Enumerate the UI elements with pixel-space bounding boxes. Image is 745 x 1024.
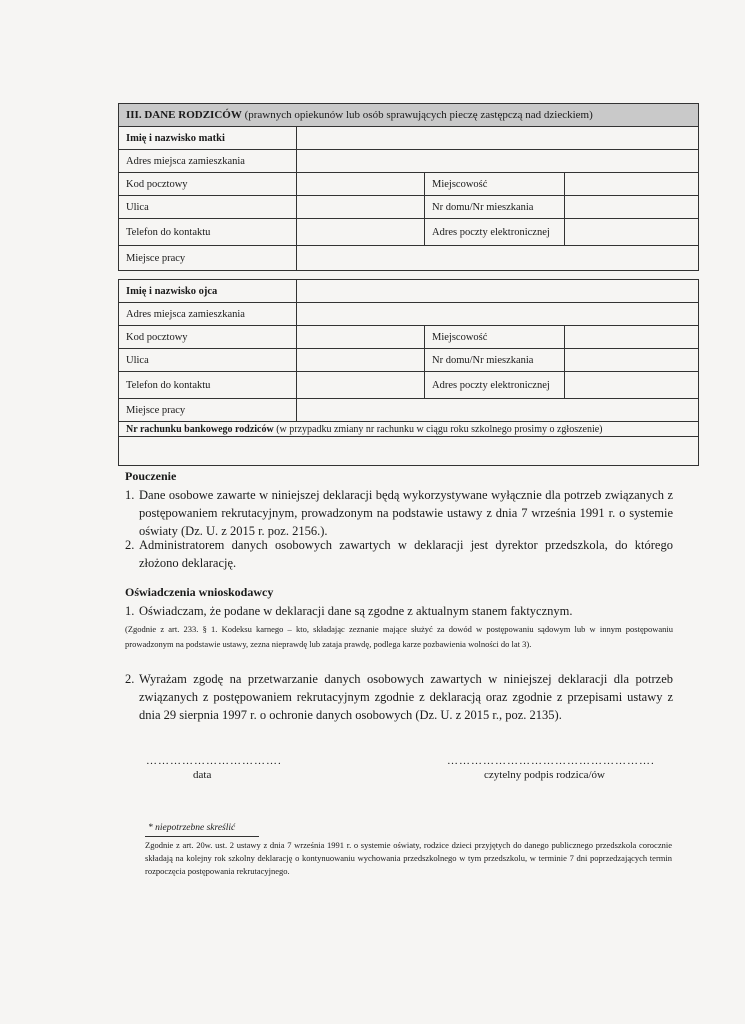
father-street-label: Ulica — [119, 349, 297, 372]
father-house-label: Nr domu/Nr mieszkania — [425, 349, 565, 372]
father-work-label: Miejsce pracy — [119, 399, 297, 422]
father-postal-label: Kod pocztowy — [119, 326, 297, 349]
father-phone-label: Telefon do kontaktu — [119, 372, 297, 399]
mother-street-field[interactable] — [297, 196, 425, 219]
father-house-field[interactable] — [565, 349, 699, 372]
father-table — [118, 279, 699, 466]
signature-label: czytelny podpis rodzica/ów — [484, 769, 605, 781]
footnote-text: Zgodnie z art. 20w. ust. 2 ustawy z dnia 7 września 1991 r. o systemie oświaty, rodzice dzieci przyjętych do danego publicznego przedszkola corocznie składają na kolejny rok szkolny deklarację o kontynuowaniu wychowania przedszkolnego w tym przedszkolu, w terminie 7 dni poprzedzających termin rozpoczęcia postępowania rekrutacyjnego. — [145, 840, 672, 876]
mother-table — [118, 103, 699, 271]
mother-house-field[interactable] — [565, 196, 699, 219]
pouczenie-title: Pouczenie — [125, 469, 177, 483]
mother-street-label: Ulica — [119, 196, 297, 219]
mother-phone-field[interactable] — [297, 219, 425, 246]
footnote-divider — [145, 836, 259, 837]
mother-address-label: Adres miejsca zamieszkania — [119, 150, 297, 173]
mother-address-field[interactable] — [297, 150, 699, 173]
mother-email-label: Adres poczty elektronicznej — [425, 219, 565, 246]
mother-work-field[interactable] — [297, 246, 699, 271]
father-postal-field[interactable] — [297, 326, 425, 349]
mother-phone-label: Telefon do kontaktu — [119, 219, 297, 246]
pouczenie-item-2: 2. Administratorem danych osobowych zawartych w deklaracji jest dyrektor przedszkola, do którego złożono deklarację. — [125, 538, 673, 570]
date-line: ……………………………. — [146, 755, 282, 767]
father-city-label: Miejscowość — [425, 326, 565, 349]
father-name-label: Imię i nazwisko ojca — [119, 280, 297, 303]
pouczenie-item-1: 1. Dane osobowe zawarte w niniejszej deklaracji będą wykorzystywane wyłącznie dla potrzeb związanych z postępowaniem rekrutacyjnym, prowadzonym na podstawie ustawy z dnia 7 września 1991 r. o systemie oświaty (Dz. U. z 2015 r. poz. 2156.). — [125, 488, 673, 538]
mother-house-label: Nr domu/Nr mieszkania — [425, 196, 565, 219]
mother-email-field[interactable] — [565, 219, 699, 246]
father-work-field[interactable] — [297, 399, 699, 422]
mother-name-label: Imię i nazwisko matki — [119, 127, 297, 150]
bank-account-field[interactable] — [119, 437, 699, 466]
mother-postal-field[interactable] — [297, 173, 425, 196]
father-address-field[interactable] — [297, 303, 699, 326]
father-name-field[interactable] — [297, 280, 699, 303]
footnote-star: * niepotrzebne skreślić — [148, 823, 236, 833]
kodeks-note: (Zgodnie z art. 233. § 1. Kodeksu karnego – kto, składając zeznanie mające służyć za dowód w postępowaniu sądowym lub w innym postępowaniu prowadzonym na podstawie ustawy, zezna nieprawdę lub zataja prawdę, podlega karze pozbawienia wolności do lat 3). — [125, 624, 673, 649]
oswiadczenie-item-1: 1. Oświadczam, że podane w deklaracji dane są zgodne z aktualnym stanem faktycznym. — [125, 604, 573, 618]
father-phone-field[interactable] — [297, 372, 425, 399]
oswiadczenia-title: Oświadczenia wnioskodawcy — [125, 585, 274, 599]
mother-city-label: Miejscowość — [425, 173, 565, 196]
mother-work-label: Miejsce pracy — [119, 246, 297, 271]
father-street-field[interactable] — [297, 349, 425, 372]
date-label: data — [193, 769, 212, 781]
mother-postal-label: Kod pocztowy — [119, 173, 297, 196]
bank-label-row: Nr rachunku bankowego rodziców (w przypadku zmiany nr rachunku w ciągu roku szkolnego prosimy o zgłoszenie) — [119, 422, 699, 437]
signature-line: ……………………………………………. — [447, 755, 655, 767]
section-title: III. DANE RODZICÓW (prawnych opiekunów lub osób sprawujących pieczę zastępczą nad dzieckiem) — [119, 104, 699, 127]
oswiadczenie-item-2: 2. Wyrażam zgodę na przetwarzanie danych osobowych zawartych w niniejszej deklaracji dla potrzeb związanych z postępowaniem rekrutacyjnym zgodnie z deklaracją oraz zgodnie z przepisami ustawy z dnia 29 sierpnia 1997 r. o ochronie danych osobowych (Dz. U. z 2015 r., poz. 2135). — [125, 672, 673, 722]
father-email-label: Adres poczty elektronicznej — [425, 372, 565, 399]
father-email-field[interactable] — [565, 372, 699, 399]
father-address-label: Adres miejsca zamieszkania — [119, 303, 297, 326]
mother-city-field[interactable] — [565, 173, 699, 196]
father-city-field[interactable] — [565, 326, 699, 349]
mother-name-field[interactable] — [297, 127, 699, 150]
